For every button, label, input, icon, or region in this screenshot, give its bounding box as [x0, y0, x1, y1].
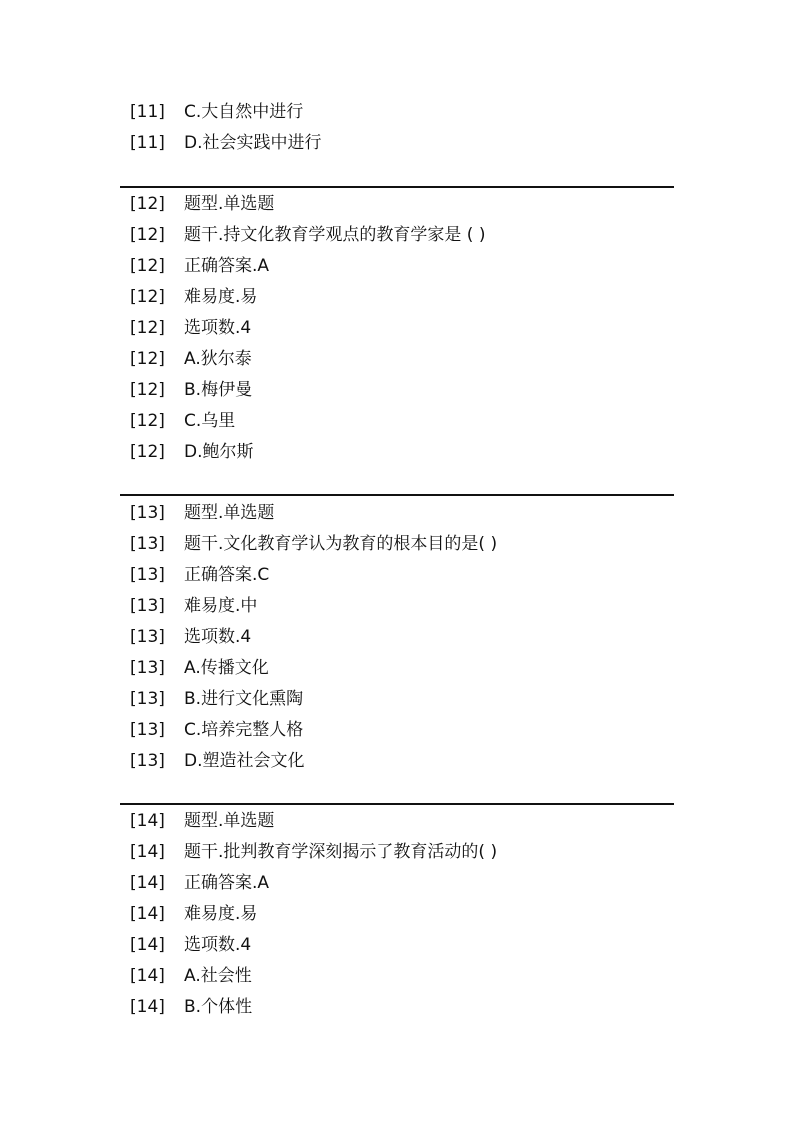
question-row — [120, 406, 674, 437]
question-row — [120, 837, 674, 868]
question-text: C.培养完整人格 — [184, 720, 304, 740]
question-text: 正确答案.A — [184, 873, 270, 893]
question-text: 题型.单选题 — [184, 811, 275, 831]
question-row — [120, 992, 674, 1023]
question-number: [12] — [130, 194, 165, 214]
question-row — [120, 251, 674, 282]
question-number: [11] — [130, 133, 165, 153]
question-row — [120, 622, 674, 653]
question-row — [120, 313, 674, 344]
question-number: [12] — [130, 318, 165, 338]
question-text: 题型.单选题 — [184, 503, 275, 523]
question-row — [120, 189, 674, 220]
question-text: B.进行文化熏陶 — [184, 689, 304, 709]
question-number: [13] — [130, 689, 165, 709]
question-number: [12] — [130, 411, 165, 431]
question-text: 难易度.易 — [184, 904, 258, 924]
question-number: [14] — [130, 997, 165, 1017]
question-text: 题干.持文化教育学观点的教育学家是 ( ) — [184, 225, 486, 245]
section-divider — [120, 494, 674, 496]
question-number: [13] — [130, 658, 165, 678]
section-divider — [120, 186, 674, 188]
question-number: [11] — [130, 102, 165, 122]
question-text: A.社会性 — [184, 966, 252, 986]
question-number: [14] — [130, 904, 165, 924]
question-13-block — [120, 498, 674, 777]
question-number: [12] — [130, 287, 165, 307]
question-row — [120, 961, 674, 992]
question-number: [14] — [130, 966, 165, 986]
question-row — [120, 498, 674, 529]
question-row — [120, 868, 674, 899]
question-row — [120, 128, 674, 159]
question-row — [120, 344, 674, 375]
question-row — [120, 282, 674, 313]
question-number: [13] — [130, 503, 165, 523]
question-number: [14] — [130, 873, 165, 893]
question-row — [120, 529, 674, 560]
question-text: 难易度.中 — [184, 596, 258, 616]
question-number: [12] — [130, 442, 165, 462]
section-divider — [120, 803, 674, 805]
question-number: [13] — [130, 720, 165, 740]
question-row — [120, 220, 674, 251]
question-text: 正确答案.A — [184, 256, 270, 276]
question-text: B.梅伊曼 — [184, 380, 253, 400]
question-text: 选项数.4 — [184, 627, 252, 647]
question-row — [120, 653, 674, 684]
question-number: [13] — [130, 565, 165, 585]
question-text: D.鲍尔斯 — [184, 442, 254, 462]
question-row — [120, 806, 674, 837]
question-text: 题干.文化教育学认为教育的根本目的是( ) — [184, 534, 498, 554]
question-row — [120, 746, 674, 777]
question-14-block — [120, 806, 674, 1023]
question-row — [120, 97, 674, 128]
question-text: 选项数.4 — [184, 318, 252, 338]
question-row — [120, 899, 674, 930]
question-text: D.社会实践中进行 — [184, 133, 322, 153]
question-row — [120, 437, 674, 468]
question-text: D.塑造社会文化 — [184, 751, 305, 771]
question-text: 题型.单选题 — [184, 194, 275, 214]
question-text: 选项数.4 — [184, 935, 252, 955]
question-text: A.传播文化 — [184, 658, 269, 678]
question-11-block — [120, 97, 674, 159]
question-number: [14] — [130, 842, 165, 862]
question-row — [120, 375, 674, 406]
question-text: 正确答案.C — [184, 565, 270, 585]
question-number: [14] — [130, 811, 165, 831]
question-number: [13] — [130, 534, 165, 554]
question-number: [13] — [130, 751, 165, 771]
question-text: C.大自然中进行 — [184, 102, 304, 122]
question-number: [14] — [130, 935, 165, 955]
question-text: 题干.批判教育学深刻揭示了教育活动的( ) — [184, 842, 498, 862]
question-number: [12] — [130, 225, 165, 245]
question-row — [120, 560, 674, 591]
question-12-block — [120, 189, 674, 468]
question-number: [12] — [130, 380, 165, 400]
question-number: [12] — [130, 349, 165, 369]
question-row — [120, 930, 674, 961]
question-row — [120, 591, 674, 622]
question-row — [120, 684, 674, 715]
question-number: [12] — [130, 256, 165, 276]
question-text: A.狄尔泰 — [184, 349, 252, 369]
question-number: [13] — [130, 596, 165, 616]
question-text: 难易度.易 — [184, 287, 258, 307]
question-row — [120, 715, 674, 746]
question-text: B.个体性 — [184, 997, 253, 1017]
question-text: C.乌里 — [184, 411, 236, 431]
question-number: [13] — [130, 627, 165, 647]
